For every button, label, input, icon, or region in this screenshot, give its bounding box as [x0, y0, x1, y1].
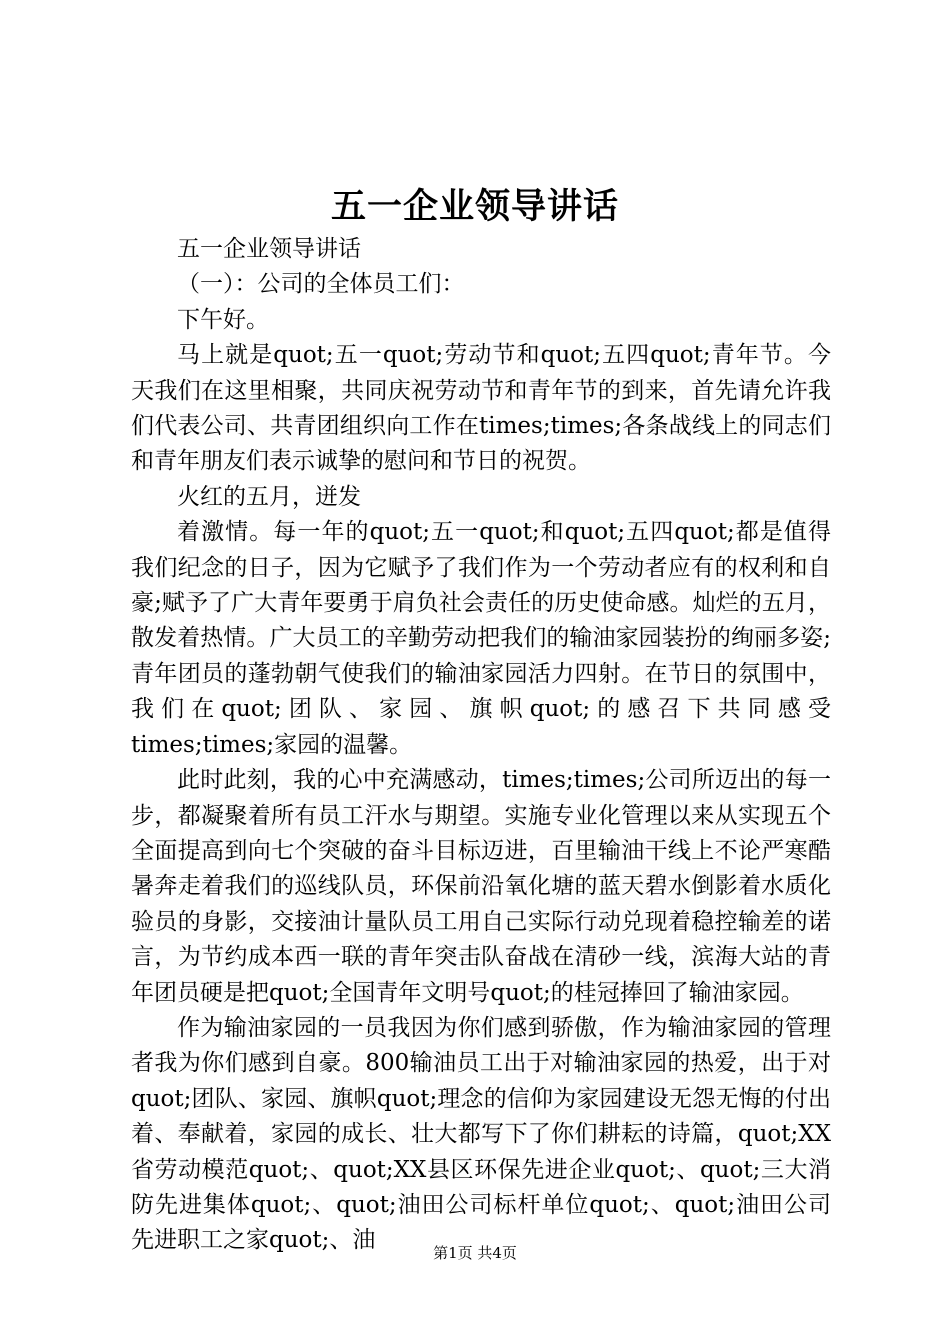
- paragraph-salutation: （一）：公司的全体员工们：: [177, 271, 465, 298]
- paragraph-subtitle: 五一企业领导讲话: [177, 236, 361, 262]
- paragraph-passion: 着激情。每一年的quot;五一quot;和quot;五四quot;都是值得我们纪念的日子，因为它赋予了我们作为一个劳动者应有的权利和自豪;赋予了广大青年要勇于肩负社会责任的历史使命感。灿烂的五月，散发着热情。广大员工的辛勤劳动把我们的输油家园装扮的绚丽多姿;青年团员的蓬勃朝气使我们的输油家园活力四射。在节日的氛围中，我们在quot;团队、家园、旗帜quot;的感召下共同感受times;times;家园的温馨。: [131, 519, 831, 758]
- paragraph-pride: 作为输油家园的一员我因为你们感到骄傲，作为输油家园的管理者我为你们感到自豪。800输油员工出于对输油家园的热爱，出于对quot;团队、家园、旗帜quot;理念的信仰为家园建设无怨无悔的付出着、奉献着，家园的成长、壮大都写下了你们耕耘的诗篇，quot;XX省劳动模范quot;、quot;XX县区环保先进企业quot;、quot;三大消防先进集体quot;、quot;油田公司标杆单位quot;、quot;油田公司先进职工之家quot;、油: [131, 1014, 831, 1254]
- paragraph-may-fragment: 火红的五月，迸发: [177, 483, 361, 510]
- paragraph-gratitude: 此时此刻，我的心中充满感动，times;times;公司所迈出的每一步，都凝聚着所有员工汗水与期望。实施专业化管理以来从实现五个全面提高到向七个突破的奋斗目标迈进，百里输油干线上不论严寒酷暑奔走着我们的巡线队员，环保前沿氧化塘的蓝天碧水倒影着水质化验员的身影，交接油计量队员工用自己实际行动兑现着稳控输差的诺言，为节约成本西一联的青年突击队奋战在清砂一线，滨海大站的青年团员硬是把quot;全国青年文明号quot;的桂冠捧回了输油家园。: [131, 767, 831, 1006]
- document-body: [131, 232, 831, 1259]
- document-title: 五一企业领导讲话: [330, 186, 619, 227]
- paragraph-holiday-intro: 马上就是quot;五一quot;劳动节和quot;五四quot;青年节。今天我们在这里相聚，共同庆祝劳动节和青年节的到来，首先请允许我们代表公司、共青团组织向工作在times;times;各条战线上的同志们和青年朋友们表示诚挚的慰问和节日的祝贺。: [131, 342, 831, 475]
- page-number: 第1页 共4页: [433, 1244, 517, 1262]
- paragraph-greeting: 下午好。: [177, 306, 269, 333]
